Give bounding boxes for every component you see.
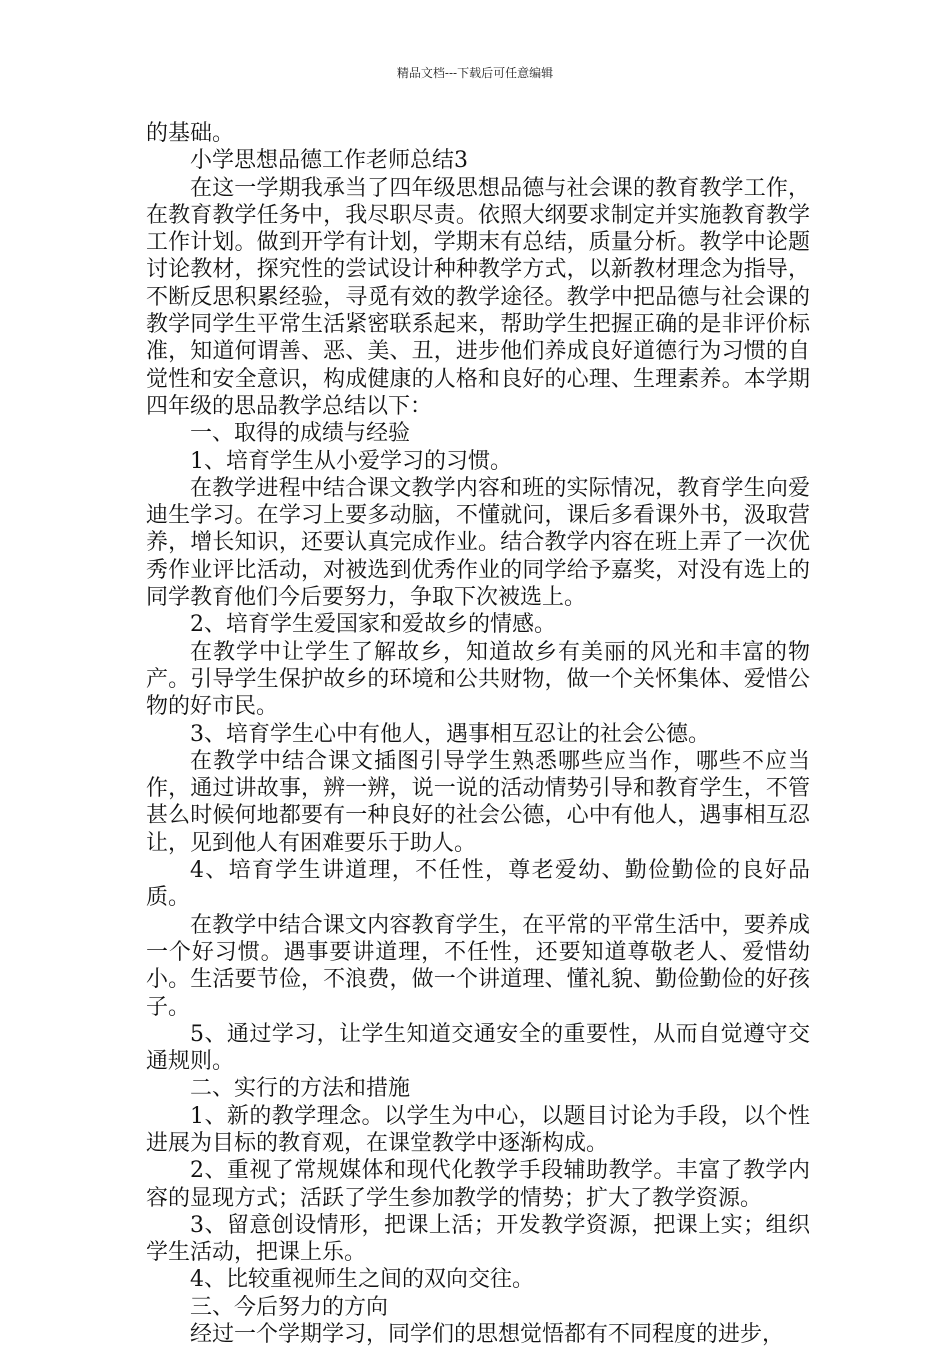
list-item-heading: 1、培育学生从小爱学习的习惯。 [190,448,512,474]
section-heading: 一、取得的成绩与经验 [190,421,411,447]
list-item-heading: 4、培育学生讲道理，不任性，尊老爱幼、勤俭勤俭的良好品质。 [146,858,810,911]
list-item: 1、新的教学理念。以学生为中心，以题目讨论为手段，以个性进展为目标的教育观，在课堂教学中逐渐构成。 [146,1103,810,1156]
paragraph: 在这一学期我承当了四年级思想品德与社会课的教育教学工作，在教育教学任务中，我尽职尽责。依照大纲要求制定并实施教育教学工作计划。做到开学有计划，学期末有总结，质量分析。教学中论题讨论教材，探究性的尝试设计种种教学方式，以新教材理念为指导，不断反思积累经验，寻觅有效的教学途径。教学中把品德与社会课的教学同学生平常生活紧密联系起来，帮助学生把握正确的是非评价标准，知道何谓善、恶、美、丑，进步他们养成良好道德行为习惯的自觉性和安全意识，构成健康的人格和良好的心理、生理素养。本学期四年级的思品教学总结以下： [146,175,810,419]
section-heading: 三、今后努力的方向 [190,1294,389,1320]
paragraph: 在教学进程中结合课文教学内容和班的实际情况，教育学生向爱迪生学习。在学习上要多动脑，不懂就问，课后多看课外书，汲取营养，增长知识，还要认真完成作业。结合教学内容在班上弄了一次优秀作业评比活动，对被选到优秀作业的同学给予嘉奖，对没有选上的同学教育他们今后要努力，争取下次被选上。 [146,475,810,611]
list-item: 2、重视了常规媒体和现代化教学手段辅助教学。丰富了教学内容的显现方式；活跃了学生参加教学的情势；扩大了教学资源。 [146,1158,810,1211]
list-item-heading: 3、培育学生心中有他人，遇事相互忍让的社会公德。 [190,721,710,747]
document-body [146,120,810,1348]
paragraph: 经过一个学期学习，同学们的思想觉悟都有不同程度的进步， [190,1322,785,1348]
section-heading: 二、实行的方法和措施 [190,1076,411,1102]
paragraph: 的基础。 [146,121,235,146]
paragraph: 在教学中结合课文插图引导学生熟悉哪些应当作，哪些不应当作，通过讲故事，辨一辨，说一说的活动情势引导和教育学生，不管甚么时候何地都要有一种良好的社会公德，心中有他人，遇事相互忍让，见到他人有困难要乐于助人。 [146,748,810,856]
paragraph: 在教学中结合课文内容教育学生，在平常的平常生活中，要养成一个好习惯。遇事要讲道理，不任性，还要知道尊敬老人、爱惜幼小。生活要节俭，不浪费，做一个讲道理、懂礼貌、勤俭勤俭的好孩子。 [146,912,810,1020]
page-header: 精品文档---下载后可任意编辑 [396,66,554,80]
list-item-heading: 2、培育学生爱国家和爱故乡的情感。 [190,612,556,638]
section-title: 小学思想品德工作老师总结3 [190,148,468,174]
list-item: 4、比较重视师生之间的双向交往。 [190,1267,534,1293]
list-item-heading: 5、通过学习，让学生知道交通安全的重要性，从而自觉遵守交通规则。 [146,1021,810,1075]
paragraph: 在教学中让学生了解故乡，知道故乡有美丽的风光和丰富的物产。引导学生保护故乡的环境和公共财物，做一个关怀集体、爱惜公物的好市民。 [146,639,810,720]
list-item: 3、留意创设情形，把课上活；开发教学资源，把课上实；组织学生活动，把课上乐。 [146,1212,810,1266]
